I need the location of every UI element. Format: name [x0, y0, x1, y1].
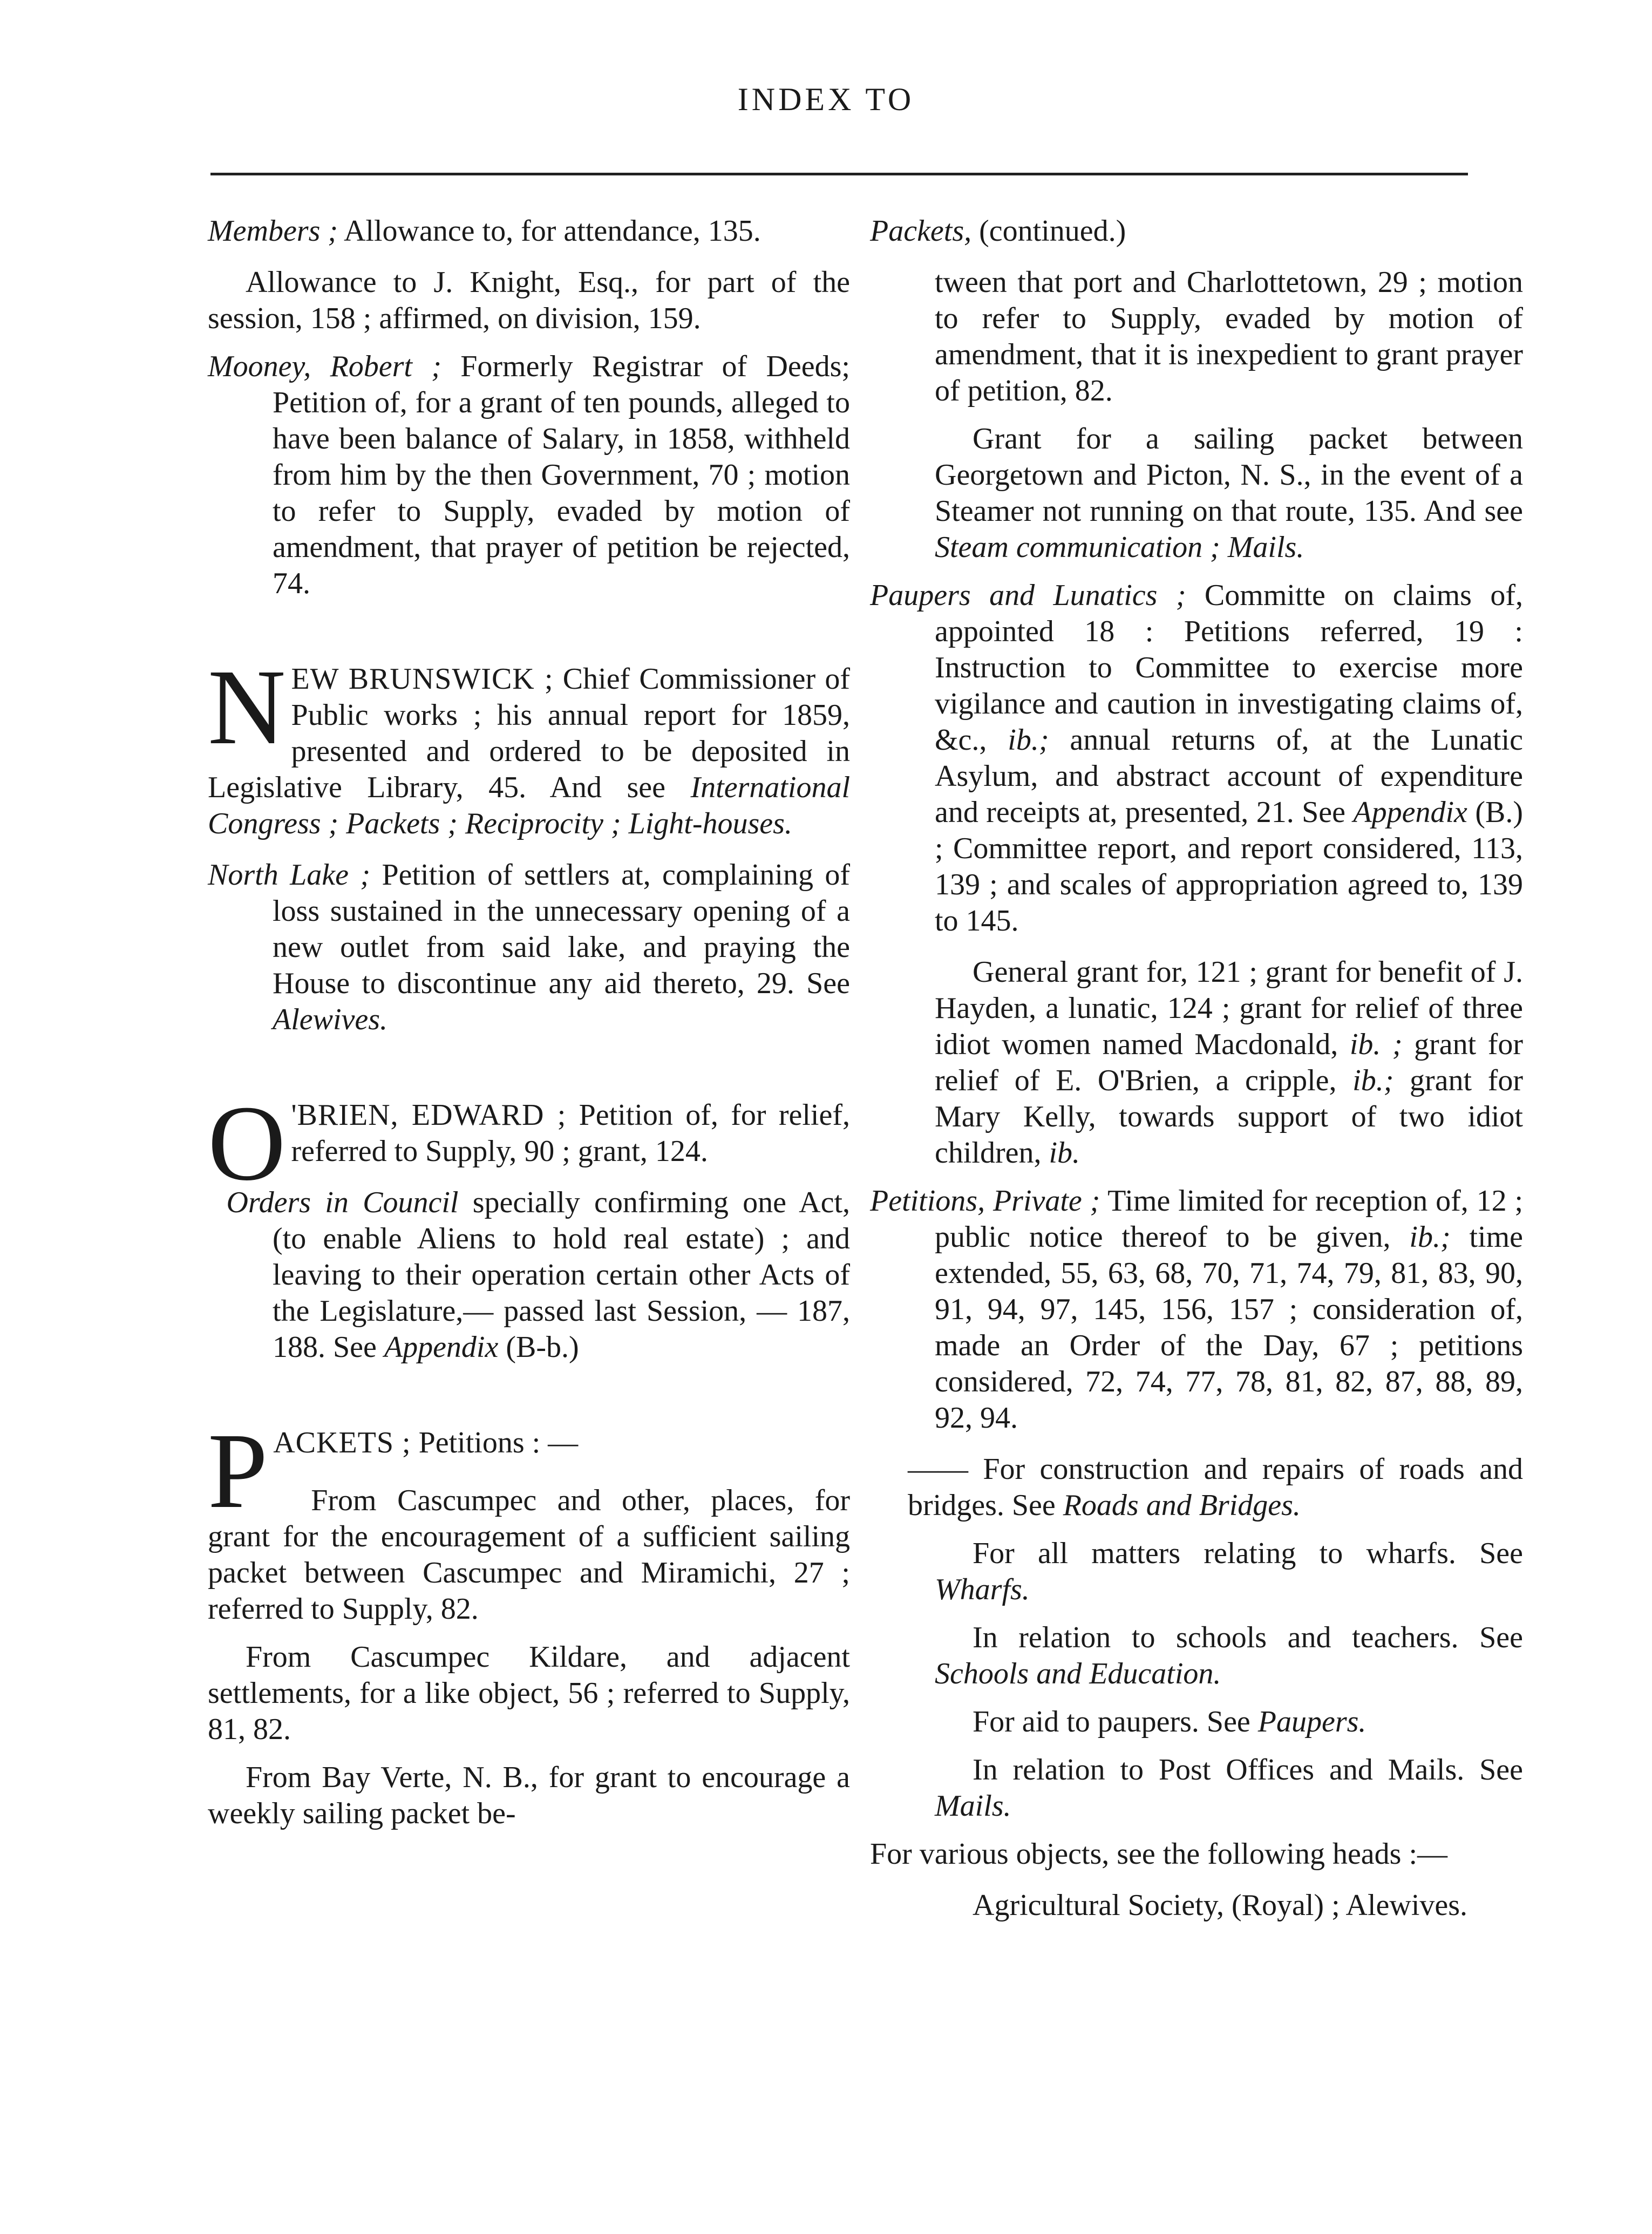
petitions-agri: Agricultural Society, (Royal) ; Alewives.: [973, 1889, 1468, 1922]
petitions-various: For various objects, see the following heads :—: [870, 1837, 1448, 1871]
packets-sub-3: From Bay Verte, N. B., for grant to encourage a weekly sailing packet be-: [208, 1761, 850, 1830]
petitions-schools: In relation to schools and teachers. See Schools and Education.: [935, 1621, 1523, 1690]
entry-mooney: Mooney, Robert ; Formerly Registrar of Deeds; Petition of, for a grant of ten pounds, alleged to have been balance of Salary, in 1858, withheld from him by the then Government, 70 ; motion to refer to Supply, evaded by motion of amendment, that prayer of petition be rejected, 74.: [208, 350, 850, 600]
entry-members-sub: Allowance to J. Knight, Esq., for part of the session, 158 ; affirmed, on division, 159.: [208, 266, 850, 335]
entry-petitions-private: Petitions, Private ; Time limited for reception of, 12 ; public notice thereof to be given, ib.; time extended, 55, 63, 68, 70, 71, 74, 79, 81, 83, 90, 91, 94, 97, 145, 156, 157 ; consideration of, made an Order of the Day, 67 ; petitions considered, 72, 74, 77, 78, 81, 82, 87, 88, 89, 92, 94.: [870, 1184, 1524, 1435]
entry-packets: P ACKETS ; Petitions : —: [208, 1411, 579, 1531]
petitions-aid: For aid to paupers. See Paupers.: [973, 1705, 1367, 1739]
drop-cap-p: P: [208, 1411, 268, 1531]
drop-cap-o: O: [208, 1084, 286, 1203]
entry-members: Members ; Allowance to, for attendance, 135.: [208, 214, 761, 248]
drop-cap-n: N: [208, 648, 286, 767]
paupers-sub: General grant for, 121 ; grant for benefit of J. Hayden, a lunatic, 124 ; grant for relief of three idiot women named Macdonald, ib. ; grant for relief of E. O'Brien, a cripple, ib.; grant for Mary Kelly, towards support of two idiot children, ib.: [935, 955, 1524, 1170]
entry-orders-in-council: Orders in Council specially confirming one Act, (to enable Aliens to hold real estate) ; and leaving to their operation certain other Acts of the Legislature,— passed last Session, — 187, 188. See Appendix (B-b.): [226, 1186, 850, 1364]
entry-new-brunswick: N EW BRUNSWICK ; Chief Commissioner of Public works ; his annual report for 1859, presented and ordered to be deposited in Legislative Library, 45. And see International Congress ; Packets ; Reciprocity ; Light-houses.: [208, 648, 851, 840]
right-column: [870, 213, 1523, 1936]
left-column: [208, 213, 850, 1844]
packets-cont-1: tween that port and Charlottetown, 29 ; motion to refer to Supply, evaded by motion of amendment, that it is inexpedient to grant prayer of petition, 82.: [935, 266, 1523, 408]
entry-north-lake: North Lake ; Petition of settlers at, complaining of loss sustained in the unnecessary opening of a new outlet from said lake, and praying the House to discontinue any aid thereto, 29. See Alewives.: [208, 858, 851, 1036]
petitions-post: In relation to Post Offices and Mails. See Mails.: [935, 1753, 1523, 1823]
header-rule: [210, 173, 1468, 175]
packets-sub-1: From Cascumpec and other, places, for grant for the encouragement of a sufficient sailing packet between Cascumpec and Miramichi, 27 ; referred to Supply, 82.: [208, 1484, 850, 1626]
page-header: INDEX TO: [737, 82, 915, 117]
entry-paupers-lunatics: Paupers and Lunatics ; Committe on claims of, appointed 18 : Petitions referred, 19 : Instruction to Committee to exercise more vigilance and caution in investigating claims of, &c., ib.; annual returns of, at the Lunatic Asylum, and abstract account of expenditure and receipts at, presented, 21. See Appendix (B.) ; Committee report, and report considered, 113, 139 ; and scales of appropriation agreed to, 139 to 145.: [870, 579, 1524, 938]
entry-obrien: O 'BRIEN, EDWARD ; Petition of, for relief, referred to Supply, 90 ; grant, 124.: [208, 1084, 850, 1203]
entry-packets-continued: Packets, (continued.): [870, 214, 1126, 248]
packets-cont-2: Grant for a sailing packet between Georgetown and Picton, N. S., in the event of a Steamer not running on that route, 135. And see Steam communication ; Mails.: [935, 422, 1523, 564]
petitions-wharfs: For all matters relating to wharfs. See Wharfs.: [935, 1537, 1523, 1606]
packets-sub-2: From Cascumpec Kildare, and adjacent settlements, for a like object, 56 ; referred to Supply, 81, 82.: [208, 1640, 850, 1746]
petitions-roads: —— For construction and repairs of roads and bridges. See Roads and Bridges.: [908, 1452, 1523, 1522]
